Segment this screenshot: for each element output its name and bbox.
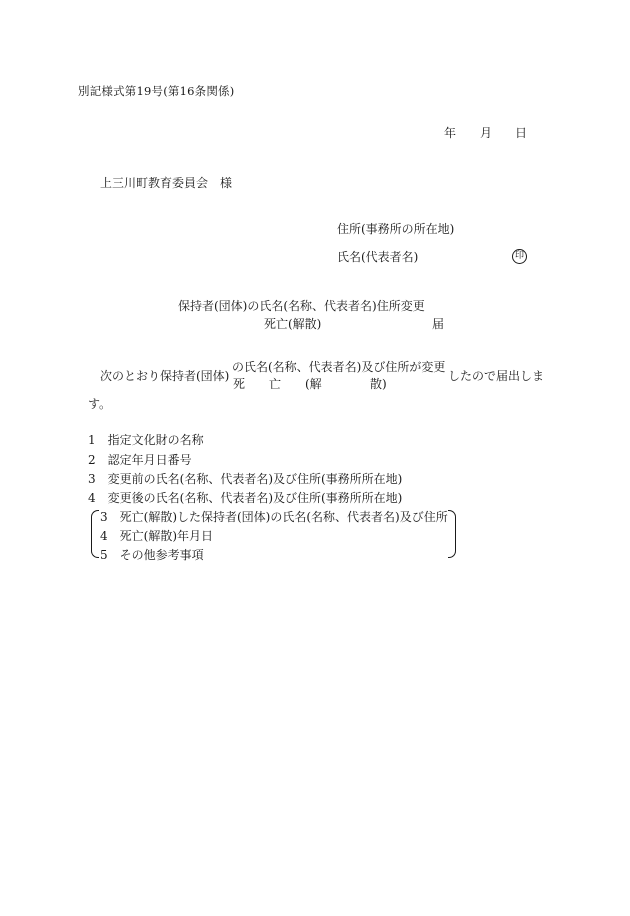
body-option-upper: の氏名(名称、代表者名)及び住所が変更 — [232, 360, 446, 374]
list-item: 3 変更前の氏名(名称、代表者名)及び住所(事務所所在地) — [88, 472, 403, 486]
list-item: 5 その他参考事項 — [100, 548, 204, 562]
body-continuation: す。 — [88, 397, 112, 411]
heading-line1: 保持者(団体)の氏名(名称、代表者名)住所変更 — [178, 299, 425, 313]
form-title: 別記様式第19号(第16条関係) — [78, 84, 235, 98]
body-option-lower-4: 散) — [370, 377, 387, 391]
left-bracket — [91, 510, 99, 558]
body-suffix: したので届出しま — [448, 369, 545, 383]
seal-icon: 印 — [512, 249, 527, 264]
name-label: 氏名(代表者名) — [337, 250, 419, 264]
address-label: 住所(事務所の所在地) — [337, 222, 455, 236]
heading-suffix: 届 — [432, 317, 445, 331]
date-year: 年 — [444, 126, 457, 140]
heading-line2: 死亡(解散) — [264, 317, 322, 331]
list-item: 1 指定文化財の名称 — [88, 433, 204, 447]
list-item: 4 死亡(解散)年月日 — [100, 529, 213, 543]
list-item: 3 死亡(解散)した保持者(団体)の氏名(名称、代表者名)及び住所 — [100, 510, 448, 524]
right-bracket — [448, 510, 456, 558]
date-month: 月 — [480, 126, 493, 140]
body-option-lower-3: (解 — [305, 377, 322, 391]
date-day: 日 — [515, 126, 528, 140]
list-item: 2 認定年月日番号 — [88, 453, 192, 467]
body-prefix: 次のとおり保持者(団体) — [100, 369, 230, 383]
body-option-lower-2: 亡 — [269, 377, 282, 391]
addressee: 上三川町教育委員会 様 — [100, 176, 233, 190]
list-item: 4 変更後の氏名(名称、代表者名)及び住所(事務所所在地) — [88, 491, 403, 505]
body-option-lower-1: 死 — [233, 377, 246, 391]
